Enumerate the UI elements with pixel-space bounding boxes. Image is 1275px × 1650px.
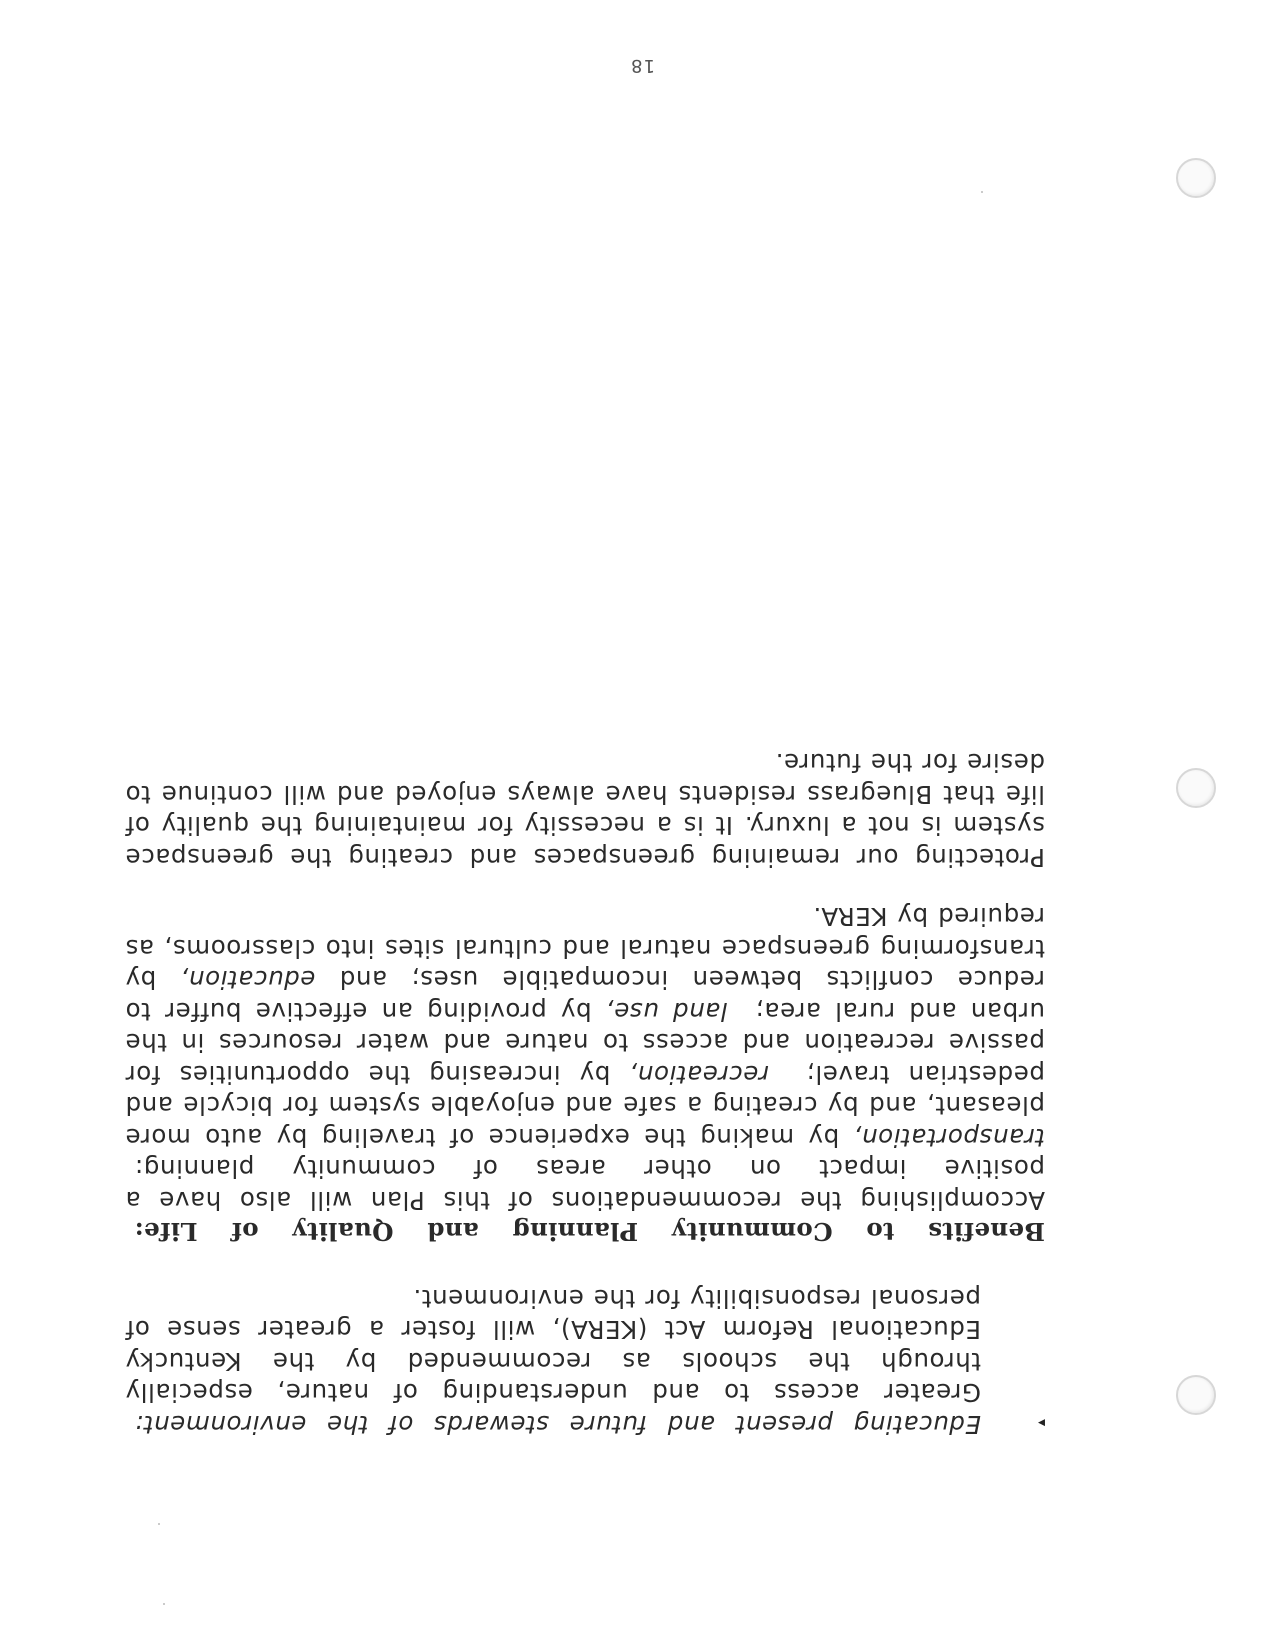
bullet-text: Greater access to and understanding of nature, especially through the schools as recommended by the Kentucky Educational Reform Act (KERA), will foster a greater sense of personal responsibility for the environment. xyxy=(125,1284,981,1408)
term-education: education, xyxy=(180,965,316,995)
benefits-text-4: by providing an effective buffer to reduce conflicts between incompatible uses; and xyxy=(125,965,1045,1026)
bullet-paragraph xyxy=(125,1283,981,1441)
benefits-text-1: Accomplishing the recommendations of this Plan will also have a positive impact on other areas of community planning: xyxy=(125,1154,1045,1215)
benefits-heading: Benefits to Community Planning and Quality of Life: xyxy=(134,1217,1045,1247)
benefits-text-5: by transforming greenspace natural and cultural sites into classrooms, as required by KERA. xyxy=(124,902,1045,995)
bullet-lead-italic: Educating present and future stewards of the environment: xyxy=(134,1410,981,1439)
bullet-item xyxy=(125,1283,1045,1441)
binder-hole xyxy=(1176,158,1216,198)
term-recreation: recreation, xyxy=(628,1060,769,1089)
scan-speck xyxy=(163,1603,165,1605)
term-land-use: land use, xyxy=(605,997,728,1026)
page-number: 18 xyxy=(630,55,655,76)
bullet-arrow-icon: ▸ xyxy=(1037,1415,1045,1431)
closing-paragraph: Protecting our remaining greenspaces and creating the greenspace system is not a luxury. It is a necessity for maintaining the quality of life that Bluegrass residents have always enjoyed and will continue to desire for the future. xyxy=(125,748,1045,872)
benefits-text-3: by increasing the opportunities for passive recreation and access to nature and water resources in the urban and rural area; xyxy=(125,997,1045,1089)
scan-speck xyxy=(981,191,983,193)
binder-hole xyxy=(1176,1375,1216,1415)
binder-hole xyxy=(1176,768,1216,808)
scan-speck xyxy=(158,1523,160,1525)
term-transportation: transportation, xyxy=(853,1123,1045,1152)
benefits-text-2: by making the experience of traveling by auto more pleasant, and by creating a safe and enjoyable system for bicycle and pedestrian travel; xyxy=(124,1060,1045,1152)
document-body xyxy=(125,747,1045,1440)
benefits-paragraph xyxy=(125,901,1045,1248)
